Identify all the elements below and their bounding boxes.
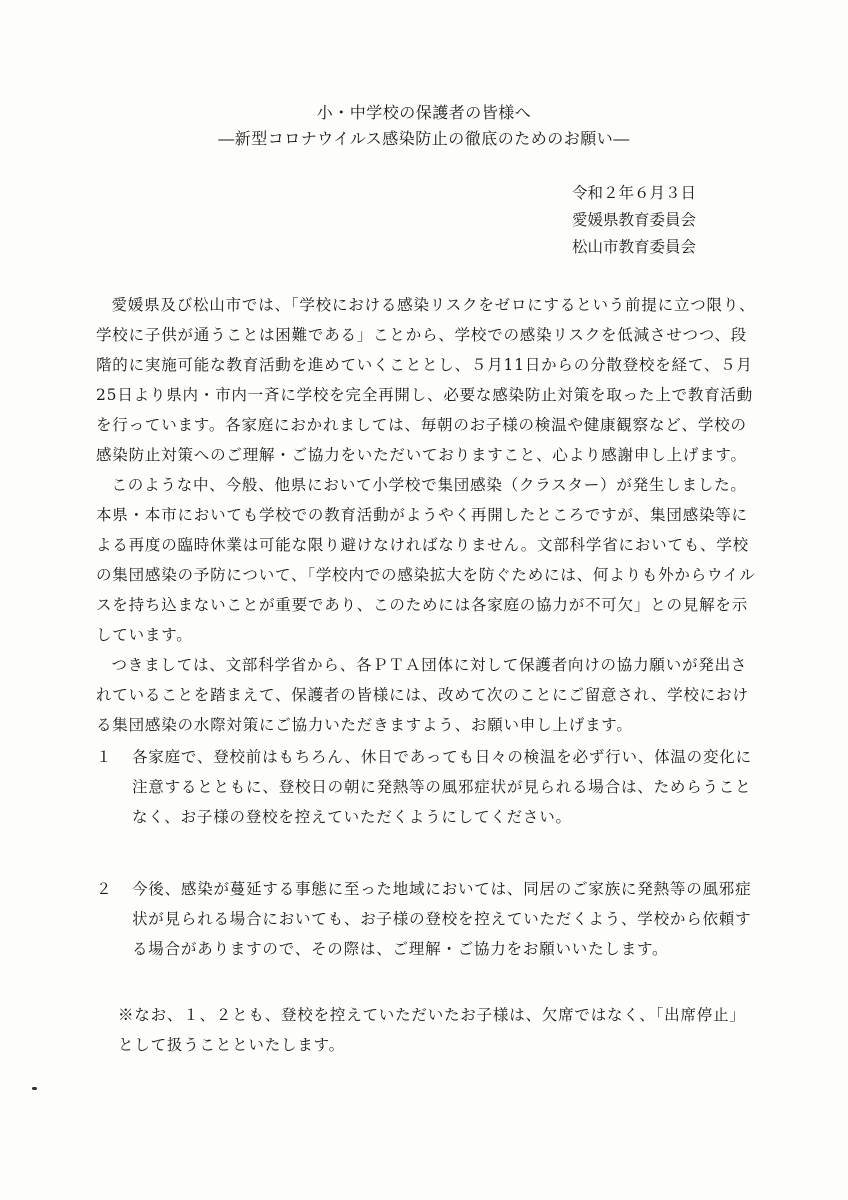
request-item-1 — [96, 742, 756, 832]
sender-block — [572, 180, 696, 261]
title-block — [0, 100, 848, 152]
document-title: 小・中学校の保護者の皆様へ — [316, 103, 532, 122]
item-text: 今後、感染が蔓延する事態に至った地域においては、同居のご家族に発熱等の風邪症状が見られる場合においても、お子様の登校を控えていただくよう、学校から依頼する場合がありますので、その際は、ご理解・ご協力をお願いいたします。 — [132, 880, 752, 958]
paragraph-cluster: このような中、今般、他県において小学校で集団感染（クラスター）が発生しました。本県・本市においても学校での教育活動がようやく再開したところですが、集団感染等による再度の臨時休業は可能な限り避けなければなりません。文部科学省においても、学校の集団感染の予防について、「学校内での感染拡大を防ぐためには、何よりも外からウイルスを持ち込まないことが重要であり、このためには各家庭の協力が不可欠」との見解を示しています。 — [96, 476, 756, 644]
item-text: 各家庭で、登校前はもちろん、休日であっても日々の検温を必ず行い、体温の変化に注意するとともに、登校日の朝に発熱等の風邪症状が見られる場合は、ためらうことなく、お子様の登校を控えていただくようにしてください。 — [132, 748, 752, 826]
item-number: ２ — [96, 880, 113, 898]
footnote-text: ※なお、１、２とも、登校を控えていただいたお子様は、欠席ではなく、「出席停止」として扱うことといたします。 — [118, 1006, 746, 1054]
document-subtitle: ―新型コロナウイルス感染防止の徹底のためのお願い― — [218, 129, 630, 148]
item-number: １ — [96, 748, 113, 766]
paragraph-intro: 愛媛県及び松山市では、「学校における感染リスクをゼロにするという前提に立つ限り、学校に子供が通うことは困難である」ことから、学校での感染リスクを低減させつつ、段階的に実施可能な教育活動を進めていくこととし、５月11日からの分散登校を経て、５月25日より県内・市内一斉に学校を完全再開し、必要な感染防止対策を取った上で教育活動を行っています。各家庭におかれましては、毎朝のお子様の検温や健康観察など、学校の感染防止対策へのご理解・ご協力をいただいておりますこと、心より感謝申し上げます。 — [96, 296, 756, 464]
request-item-2 — [96, 874, 756, 964]
paragraph-request: つきましては、文部科学省から、各ＰＴＡ団体に対して保護者向けの協力願いが発出されていることを踏まえて、保護者の皆様には、改めて次のことにご留意され、学校における集団感染の水際対策にご協力いただきますよう、お願い申し上げます。 — [96, 656, 749, 734]
sender-org-city: 松山市教育委員会 — [572, 238, 697, 256]
body-text — [96, 290, 756, 740]
scan-speck — [32, 1087, 37, 1090]
sender-org-prefecture: 愛媛県教育委員会 — [572, 211, 697, 229]
issue-date: 令和２年６月３日 — [572, 184, 697, 202]
footnote — [118, 1000, 758, 1060]
